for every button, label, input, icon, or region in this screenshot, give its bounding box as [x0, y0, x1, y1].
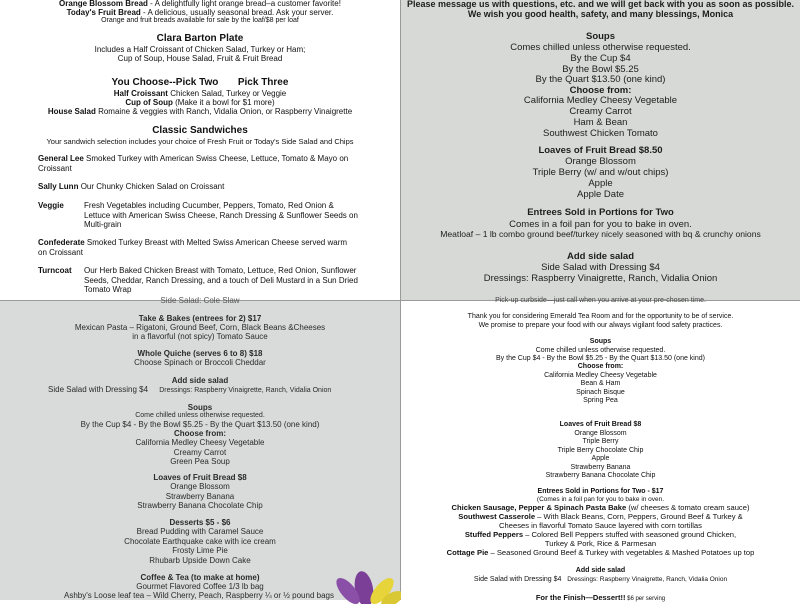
menu-page-4	[401, 297, 800, 602]
entrees-sub: (Comes in a foil pan for you to bake in oven.	[536, 496, 665, 503]
quiche-title: Whole Quiche (serves 6 to 8) $18	[137, 349, 263, 358]
sandwich-turncoat	[38, 266, 358, 296]
list-item: Creamy Carrot	[569, 106, 632, 117]
clara-title: Clara Barton Plate	[156, 33, 244, 44]
item-name: Orange Blossom Bread	[59, 0, 148, 8]
list-item: Triple Berry Chocolate Chip	[557, 446, 644, 454]
entree-2-cont: Cheeses in flavorful Tomato Sauce layered with corn tortillas	[499, 521, 702, 530]
finish-title: For the Finish—Dessert!!	[535, 593, 626, 602]
list-item: Strawberry Banana Chocolate Chip	[137, 501, 263, 510]
sandwich-name: Veggie	[38, 201, 64, 210]
list-item: Spinach Bisque	[576, 388, 625, 396]
loaves-title: Loaves of Fruit Bread $8	[559, 421, 642, 428]
side-line	[48, 385, 331, 396]
soups-chilled: Come chilled unless otherwise requested.	[135, 412, 265, 419]
item-name: Cup of Soup	[125, 98, 173, 107]
list-item: Apple Date	[576, 189, 624, 200]
sandwich-name: Confederate	[38, 238, 85, 247]
side-line: Side Salad with Dressing $4	[541, 262, 660, 273]
side-title: Add side salad	[566, 251, 635, 262]
cup-soup-line	[0, 98, 400, 107]
soup-list	[0, 438, 400, 467]
soup-list	[401, 372, 800, 406]
half-croissant-line	[0, 89, 400, 98]
list-item: Bean & Ham	[580, 380, 621, 388]
list-item: Southwest Chicken Tomato	[543, 128, 658, 139]
list-item: Chocolate Earthquake cake with ice cream	[124, 536, 276, 546]
message-line-2: We wish you good health, safety, and many blessings, Monica	[467, 9, 734, 19]
list-item: Strawberry Banana	[570, 463, 631, 471]
list-item: Green Pea Soup	[170, 457, 230, 466]
cut-off-top-line: Pick-up curbside—just call when you arrive at your pre-chosen time.	[495, 297, 706, 304]
entree-name: Southwest Casserole	[458, 512, 536, 521]
entrees-title: Entrees Sold in Portions for Two - $17	[537, 488, 664, 495]
take-bake-line-2: in a flavorful (not spicy) Tomato Sauce	[132, 332, 268, 341]
sandwich-desc: Our Chunky Chicken Salad on Croissant	[80, 182, 225, 191]
sandwich-name: Sally Lunn	[38, 182, 79, 191]
entree-desc: – Seasoned Ground Beef & Turkey with vegetables & Mashed Potatoes up top	[488, 548, 755, 557]
soups-title: Soups	[187, 403, 213, 412]
list-item: Rhubarb Upside Down Cake	[149, 555, 251, 565]
list-item: Strawberry Banana	[165, 491, 235, 501]
item-desc: (Make it a bowl for $1 more)	[172, 98, 275, 107]
side-price: Side Salad with Dressing $4	[473, 576, 562, 583]
finish-line	[401, 593, 800, 604]
loaves-list	[0, 482, 400, 511]
soups-title: Soups	[589, 338, 612, 345]
list-item: Creamy Carrot	[173, 447, 227, 457]
entree-desc: – With Black Beans, Corn, Peppers, Ground Beef & Turkey &	[535, 512, 743, 521]
sandwich-desc: Fresh Vegetables including Cucumber, Peppers, Tomato, Red Onion & Lettuce with American Swiss Cheese, Ranch Dressing & Sunflower Seeds on Multi-grain	[84, 201, 358, 229]
entree-3-cont: Turkey & Pork, Rice & Parmesan	[544, 539, 657, 548]
item-name: House Salad	[47, 107, 96, 116]
entree-4	[401, 549, 800, 557]
message-line-1: Please message us with questions, etc. and we will get back with you as soon as possible.	[406, 0, 795, 9]
choose-from: Choose from:	[577, 363, 624, 370]
list-item: Spring Pea	[583, 397, 618, 405]
item-desc: Romaine & veggies with Ranch, Vidalia Onion, or Raspberry Vinaigrette	[95, 107, 353, 116]
list-item: Bread Pudding with Caramel Sauce	[136, 527, 264, 536]
list-item: Orange Blossom	[574, 430, 627, 437]
quiche-sub: Choose Spinach or Broccoli Cheddar	[134, 358, 266, 367]
choose-title: You Choose--Pick Two Pick Three	[111, 77, 289, 88]
coffee-line-2: Ashby's Loose leaf tea – Wild Cherry, Peach, Raspberry ¼ or ½ pound bags	[64, 591, 334, 600]
item-desc: - A delicious, usually seasonal bread. Ask your server.	[140, 8, 334, 17]
choose-from: Choose from:	[569, 85, 632, 96]
list-item: Orange Blossom	[170, 482, 230, 491]
bread-note: Orange and fruit breads available for sale by the loaf/$8 per loaf	[101, 17, 299, 24]
cut-off-top-line: Side Salad: Cole Slaw	[160, 296, 240, 305]
sandwich-name: Turncoat	[38, 266, 72, 275]
choose-from: Choose from:	[174, 429, 226, 438]
loaves-list	[401, 430, 800, 480]
soups-prices: By the Cup $4 - By the Bowl $5.25 - By the Quart $13.50 (one kind)	[80, 420, 320, 429]
side-title: Add side salad	[575, 567, 626, 574]
flower-decoration-icon	[328, 559, 400, 600]
list-item: Ham & Bean	[573, 117, 628, 128]
sandwich-veggie	[38, 201, 358, 231]
list-item: Triple Berry	[582, 438, 619, 446]
entree-name: Chicken Sausage, Pepper & Spinach Pasta Bake	[451, 503, 627, 512]
thanks-line-2: We promise to prepare your food with our always vigilant food safety practices.	[478, 322, 723, 329]
list-item: California Medley Cheesy Vegetable	[544, 372, 657, 379]
item-name: Half Croissant	[113, 89, 168, 98]
soups-chilled: Come chilled unless otherwise requested.	[535, 347, 666, 354]
sandwich-general-lee	[38, 154, 358, 173]
side-line	[401, 576, 800, 584]
take-bake-line-1: Mexican Pasta – Rigatoni, Ground Beef, Corn, Black Beans &Cheeses	[74, 323, 326, 332]
dressings: Dressings: Raspberry Vinaigrette, Ranch, Vidalia Onion	[567, 576, 728, 583]
coffee-title: Coffee & Tea (to make at home)	[140, 573, 260, 582]
menu-page-1	[0, 0, 400, 300]
loaves-title: Loaves of Fruit Bread $8	[153, 473, 247, 482]
sandwich-desc: Smoked Turkey Breast with Melted Swiss American Cheese served warm on Croissant	[38, 238, 348, 257]
desserts-title: Desserts $5 - $6	[169, 518, 231, 527]
item-desc: Chicken Salad, Turkey or Veggie	[167, 89, 287, 98]
loaves-title: Loaves of Fruit Bread $8.50	[538, 145, 663, 156]
menu-page-3	[0, 296, 400, 600]
sandwich-desc: Smoked Turkey with American Swiss Cheese, Lettuce, Tomato & Mayo on Croissant	[38, 154, 349, 173]
sandwich-sally-lunn	[38, 182, 358, 192]
finish-price: $6 per serving	[625, 596, 666, 602]
clara-line-2: Cup of Soup, House Salad, Fruit & Fruit Bread	[117, 54, 283, 63]
soup-by-quart: By the Quart $13.50 (one kind)	[535, 74, 666, 85]
soups-title: Soups	[585, 31, 616, 42]
soup-by-cup: By the Cup $4	[570, 53, 631, 64]
meatloaf-line: Meatloaf – 1 lb combo ground beef/turkey nicely seasoned with bq & crunchy onions	[440, 229, 761, 239]
dressings: Dressings: Raspberry Vinaigrette, Ranch, Vidalia Onion	[159, 387, 332, 394]
list-item: Orange Blossom	[565, 156, 636, 167]
loaves-list	[401, 156, 800, 200]
entrees-title: Entrees Sold in Portions for Two	[527, 207, 674, 218]
clara-line-1: Includes a Half Croissant of Chicken Salad, Turkey or Ham;	[94, 45, 306, 54]
coffee-line-1: Gourmet Flavored Coffee 1/3 lb bag	[136, 582, 264, 591]
classic-title: Classic Sandwiches	[152, 125, 248, 136]
entree-desc: – Colored Bell Peppers stuffed with seasoned ground Chicken,	[523, 530, 737, 539]
dressings-line: Dressings: Raspberry Vinaigrette, Ranch, Vidalia Onion	[483, 273, 718, 284]
classic-sub: Your sandwich selection includes your choice of Fresh Fruit or Today's Side Salad and Chips	[46, 137, 354, 146]
soup-list	[401, 95, 800, 139]
sandwich-desc: Our Herb Baked Chicken Breast with Tomato, Lettuce, Red Onion, Sunflower Seeds, Cheddar, Ranch Dressing, and a touch of Deli Mustard in a Sun Dried Tomato Wrap	[84, 266, 358, 294]
item-name: Today's Fruit Bread	[66, 8, 141, 17]
list-item: California Medley Cheesy Vegetable	[135, 438, 265, 447]
soups-chilled: Comes chilled unless otherwise requested.	[510, 42, 691, 53]
entree-desc: (w/ cheeses & tomato cream sauce)	[626, 503, 750, 512]
soups-prices: By the Cup $4 - By the Bowl $5.25 - By the Quart $13.50 (one kind)	[496, 355, 705, 362]
list-item: Apple	[588, 178, 613, 189]
side-title: Add side salad	[171, 376, 229, 385]
house-salad-line	[0, 107, 400, 116]
entree-name: Cottage Pie	[446, 548, 489, 557]
item-desc: - A delightfully light orange bread–a customer favorite!	[147, 0, 341, 8]
thanks-line-1: Thank you for considering Emerald Tea Room and for the opportunity to be of service.	[467, 313, 734, 320]
entree-name: Stuffed Peppers	[464, 530, 524, 539]
todays-fruit-line	[0, 8, 400, 17]
list-item: Frosty Lime Pie	[172, 546, 228, 555]
list-item: Strawberry Banana Chocolate Chip	[545, 472, 656, 480]
entrees-sub: Comes in a foil pan for you to bake in oven.	[509, 219, 692, 230]
side-price: Side Salad with Dressing $4	[48, 385, 149, 394]
list-item: Triple Berry (w/ and w/out chips)	[532, 167, 669, 178]
take-bake-title: Take & Bakes (entrees for 2) $17	[138, 314, 262, 323]
list-item: Apple	[591, 455, 610, 463]
orange-blossom-line	[0, 0, 400, 8]
soup-by-bowl: By the Bowl $5.25	[562, 64, 639, 75]
menu-page-2	[401, 0, 800, 300]
sandwich-name: General Lee	[38, 154, 84, 163]
sandwich-confederate	[38, 238, 358, 257]
list-item: California Medley Cheesy Vegetable	[523, 95, 678, 106]
